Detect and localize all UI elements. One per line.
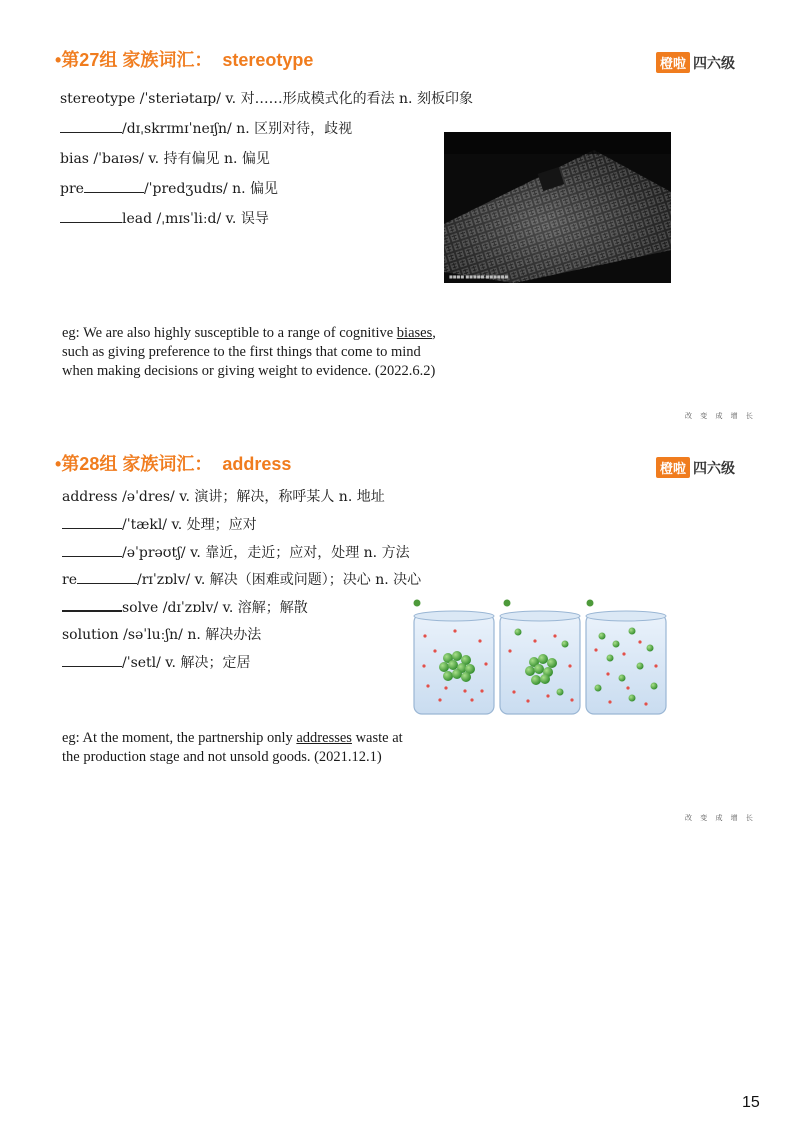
beaker-1 [414, 611, 494, 714]
fill-blank[interactable] [62, 654, 122, 667]
vocab-line-resolve: re /rɪˈzɒlv/ v. 解决（困难或问题）；决心 n. 决心 [62, 572, 422, 588]
example-sentence-28: eg: At the moment, the partnership only addresses waste at the production stage and not unsold goods. (2021.12.1) [62, 730, 403, 765]
footer-slogan: 改 变 成 增 长 [685, 814, 756, 822]
brand-tag: 橙啦 [656, 52, 690, 73]
section-28-title [55, 450, 291, 476]
dissolving-beakers-illustration [410, 596, 668, 718]
fill-blank[interactable] [62, 544, 122, 557]
brand-level: 四六级 [693, 459, 736, 476]
fill-blank[interactable] [60, 120, 122, 133]
section-27-heading: 第27组 家族词汇： [61, 50, 213, 70]
brand-level: 四六级 [693, 54, 736, 71]
vocab-line-mislead: lead /ˌmɪsˈliːd/ v. 误导 [60, 208, 269, 228]
vocab-line-dissolve: solve /dɪˈzɒlv/ v. 溶解；解散 [62, 597, 308, 617]
brand-logo [656, 52, 735, 73]
vocab-line-tackle: /ˈtækl/ v. 处理；应对 [62, 514, 257, 534]
brand-logo [656, 457, 735, 478]
fill-blank[interactable] [62, 598, 122, 612]
footer-slogan: 改 变 成 增 长 [685, 412, 756, 420]
section-27-keyword: stereotype [222, 50, 314, 70]
vocab-line-solution: solution /səˈluːʃn/ n. 解决办法 [62, 627, 262, 643]
bullet-dot: • [55, 454, 62, 474]
fill-blank[interactable] [84, 180, 144, 193]
svg-text:■■■■ ■■■■■ ■■■■■■: ■■■■ ■■■■■ ■■■■■■ [449, 274, 509, 279]
vocab-line-bias: bias /ˈbaɪəs/ v. 持有偏见 n. 偏见 [60, 151, 270, 167]
fill-blank[interactable] [62, 516, 122, 529]
fill-blank[interactable] [77, 571, 137, 584]
vocab-line-settle: /ˈsetl/ v. 解决；定居 [62, 652, 250, 672]
vocab-line-address: address /əˈdres/ v. 演讲；解决，称呼某人 n. 地址 [62, 489, 385, 505]
highlight-word: addresses [296, 730, 352, 746]
bullet-dot: • [55, 50, 62, 70]
highlight-word: biases [396, 325, 433, 341]
example-sentence-27: eg: We are also highly susceptible to a range of cognitive biases, such as giving preference to the first things that come to mind when making decisions or giving weight to evidence. (2022.6.2) [62, 325, 436, 379]
fill-blank[interactable] [60, 210, 122, 223]
page-number: 15 [742, 1094, 760, 1111]
vocab-line-approach: /əˈprəʊtʃ/ v. 靠近，走近；应对，处理 n. 方法 [62, 542, 410, 562]
beaker-2 [500, 611, 580, 714]
section-28-heading: 第28组 家族词汇： [61, 454, 213, 474]
vocab-line-stereotype: stereotype /ˈsteriətaɪp/ v. 对……形成模式化的看法 n. 刻板印象 [60, 91, 473, 107]
section-27-title [55, 46, 313, 72]
movable-type-photo [444, 132, 671, 283]
section-28-keyword: address [222, 454, 292, 474]
vocab-line-prejudice: pre /ˈpredʒudɪs/ n. 偏见 [60, 181, 279, 197]
brand-tag: 橙啦 [656, 457, 690, 478]
vocab-line-discrimination: /dɪˌskrɪmɪˈneɪʃn/ n. 区别对待，歧视 [60, 118, 352, 138]
beaker-3 [586, 611, 666, 714]
